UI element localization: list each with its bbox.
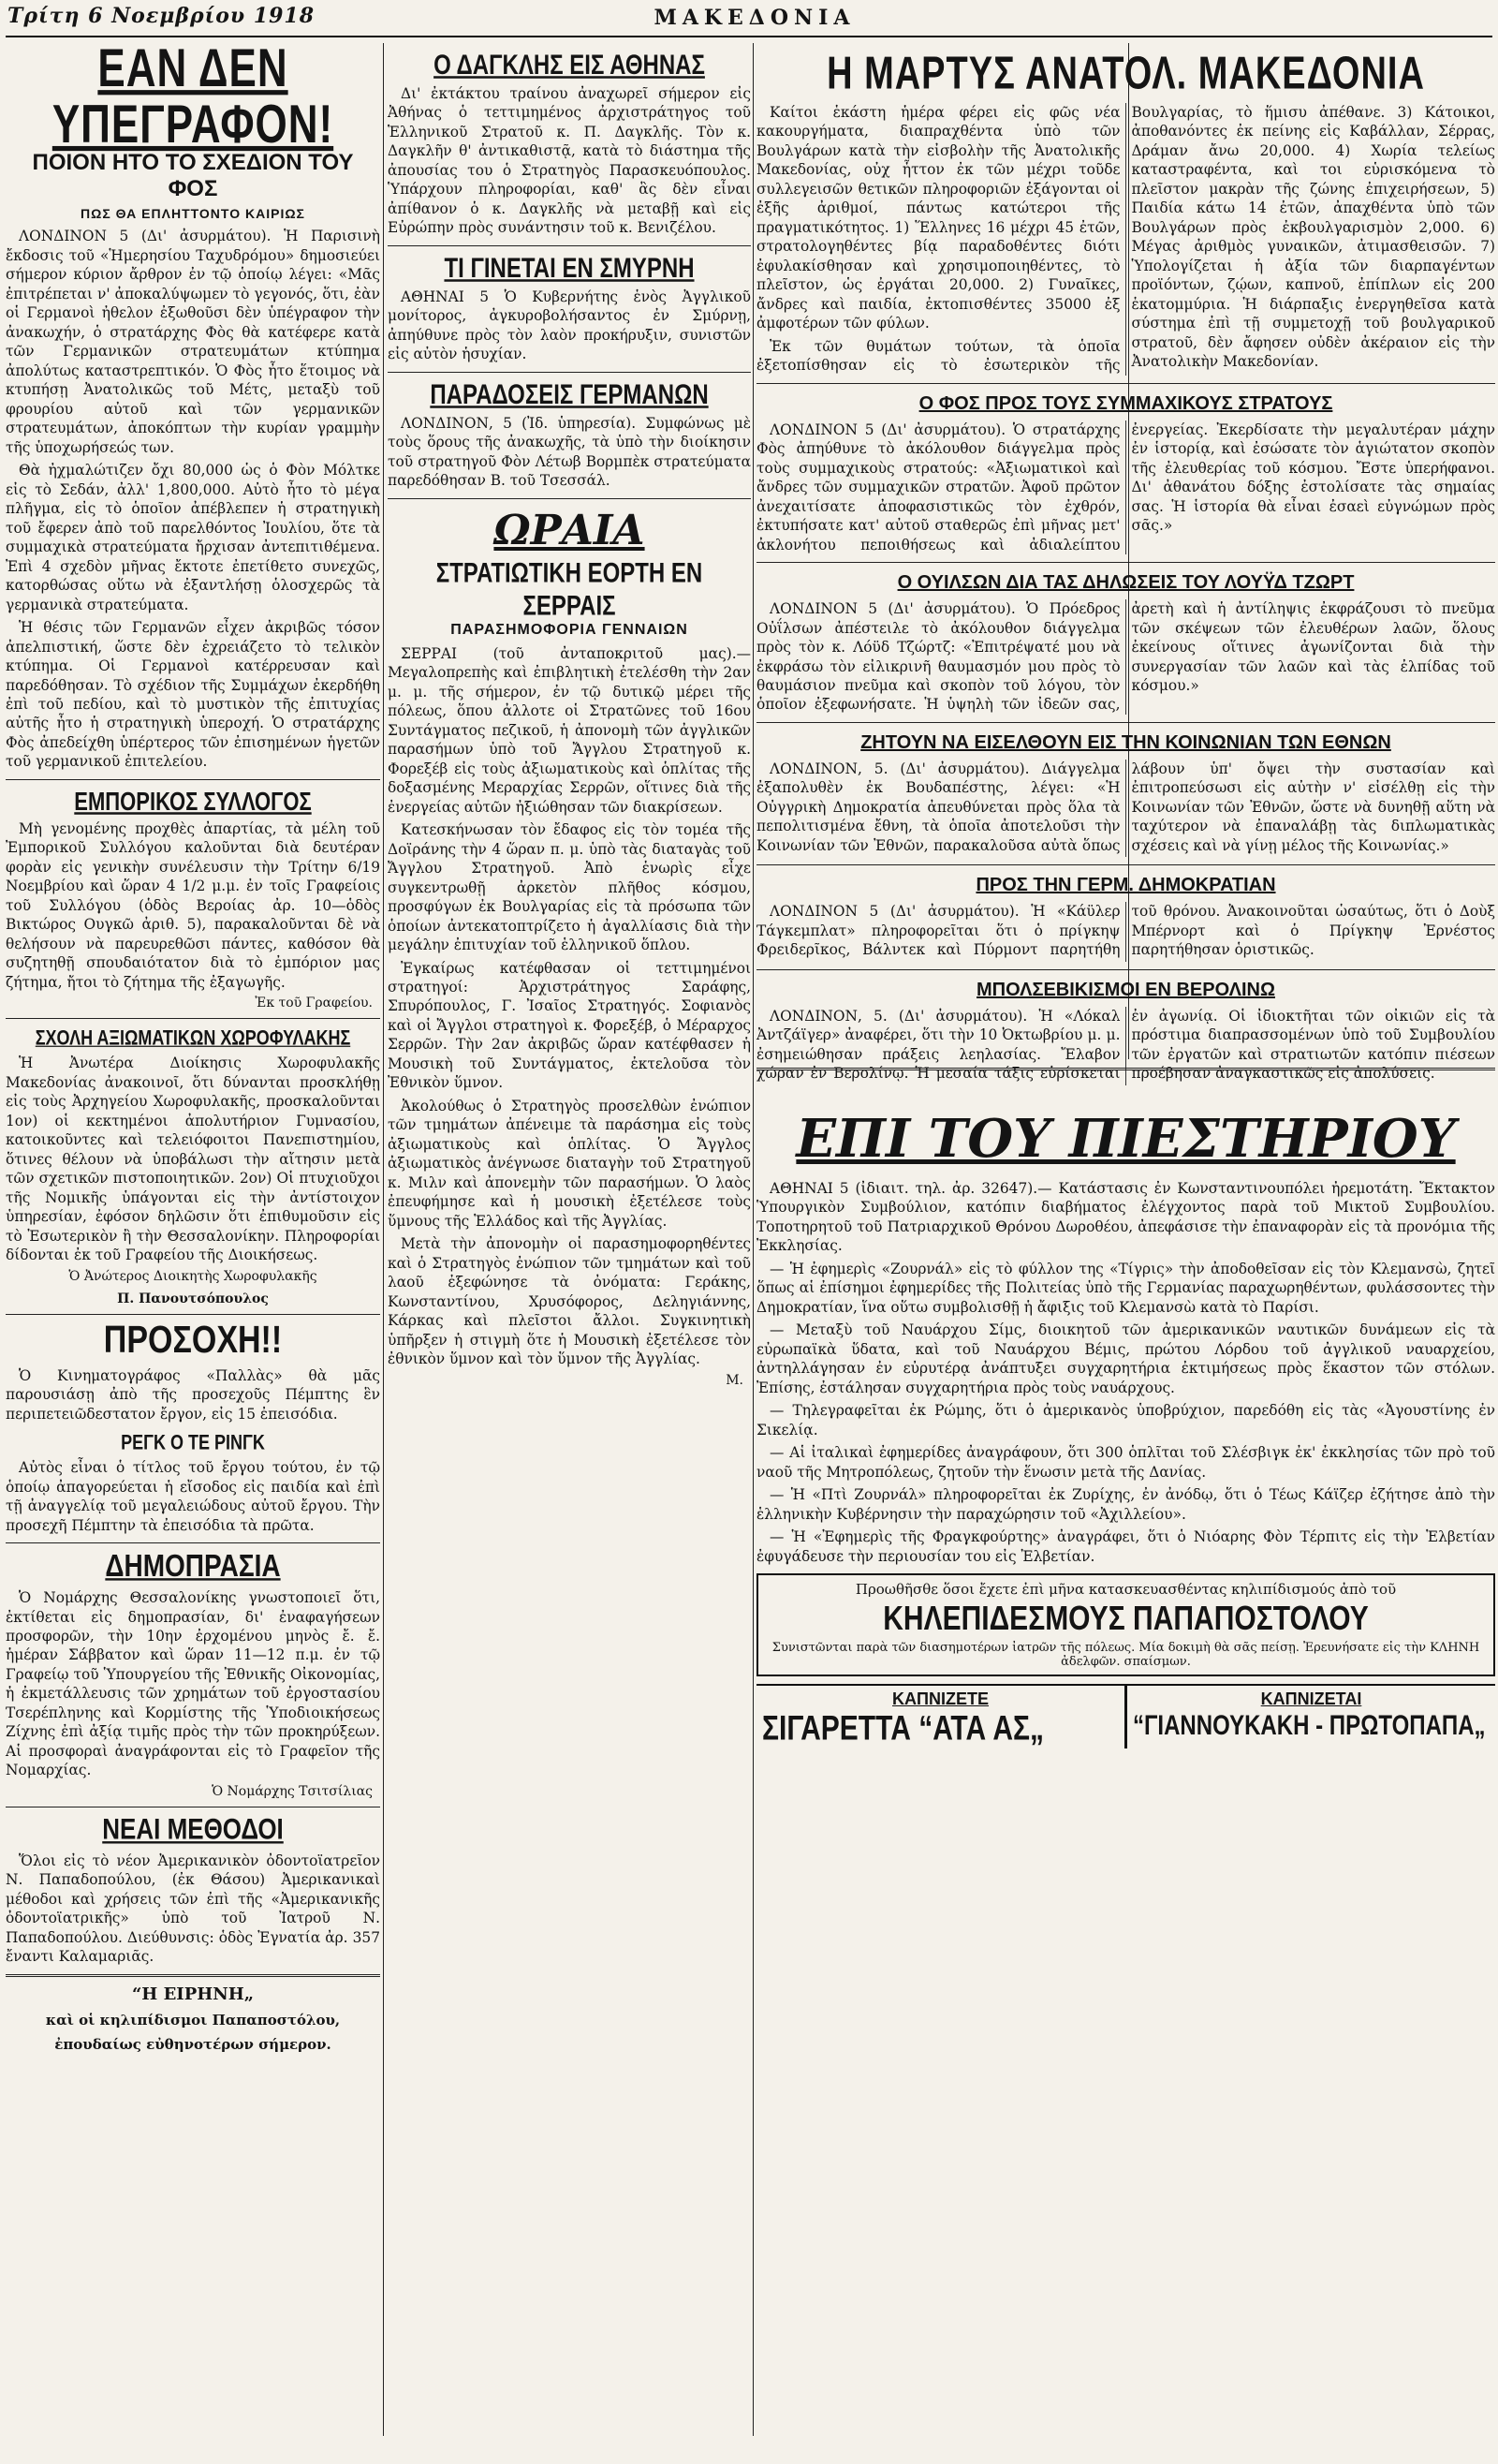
article-paragraph: Κατεσκήνωσαν τὸν ἔδαφος εἰς τὸν τομέα τῆς Δοϊράνης τὴν 4 ὥραν π. μ. ὑπὸ τὰς διαταγὰς τοῦ Ἄγγλου Στρατηγοῦ. Ἀπὸ ἑνωρὶς εἶχε συγκεντρωθῇ ἀρκετὸν πλῆθος κόσμου, προσφύγων ἐκ Βουλγαρίας εἰς τὰ πρόσωπα τῶν ὁποίων ἀντεκατοπτρίζετο ἡ ἀγαλλίασις διὰ τὴν μεγάλην ἐπιτυχίαν τοῦ ἑλληνικοῦ ὅπλου. bbox=[388, 821, 751, 954]
article-paragraph: Ἐγκαίρως κατέφθασαν οἱ τεττιμημένοι στρατηγοί: Ἀρχιστράτηγος Σαράφης, Σπυρόπουλος, Γ. Ἰσαῖος Στρατηγός. Σοφιανὸς καὶ οἱ Ἄγγλοι στρατηγοὶ κ. Φορεξέβ, ὁ Μέραρχος Σερρῶν. Τὴν 2αν ἀκριβῶς ὥραν κατέφθασεν ἡ Μουσικὴ τοῦ Συντάγματος, ἐκτελοῦσα τὸν Ἐθνικὸν ὕμνον. bbox=[388, 959, 751, 1092]
divider bbox=[756, 864, 1495, 865]
divider bbox=[756, 1068, 1495, 1070]
oylson-body bbox=[756, 599, 1495, 715]
article-paragraph: Θὰ ἠχμαλώτιζεν ὄχι 80,000 ὡς ὁ Φὸν Μόλτκε εἰς τὸ Σεδάν, ἀλλ' 1,800,000. Αὐτὸ ἦτο τὸ μέγα πλῆγμα, εἰς τὸ ὁποῖον ἀπέβλεπεν ἡ στρατηγικὴ τοῦ ἔφερεν ἀπὸ τοῦ παρελθόντος Ἰουλίου, ὅτε τὰ συμμαχικὰ στρατεύματα ἤρχισαν ἀντεπιτιθέμενα. Ἐπὶ 4 σχεδὸν μῆνας ἔκτοτε ἐπετίθετο συνεχῶς, κατορθώσας οὕτω νὰ ἐξαντλήσῃ ὁλοσχερῶς τὰ γερμανικὰ στρατεύματα. bbox=[6, 462, 380, 613]
article-paragraph: ΛΟΝΔΙΝΟΝ, 5. (Δι' ἀσυρμάτου). Ἡ «Λόκαλ Ἀντζάϊγερ» ἀναφέρει, ὅτι τὴν 10 Ὀκτωβρίου μ. μ. ἐσημειώθησαν πράξεις λεηλασίας. Ἔλαβον χώραν ἐν Βερολίνῳ. Ἡ μεσαία τάξις εὑρίσκεται ἐν ἀγωνίᾳ. Οἱ ἰδιοκτῆται τῶν οἰκιῶν εἰς τὰ πρόστιμα διαπρασσομένων ὑπὸ τοῦ Συμβουλίου τῶν ἐργατῶν καὶ στρατιωτῶν κατόπιν πιέσεων προέβησαν ἀναγκαστικῶς εἰς ἀπολύσεις. bbox=[756, 1007, 1495, 1083]
methodoi-title: ΝΕΑΙ ΜΕΘΟΔΟΙ bbox=[102, 1811, 284, 1846]
column-1 bbox=[6, 38, 380, 2441]
bolsevik-title: ΜΠΟΛΣΕΒΙΚΙΣΜΟΙ ΕΝ ΒΕΡΟΛΙΝΩ bbox=[977, 979, 1275, 1000]
eirini-ad: “Η ΕΙΡΗΝΗ„ bbox=[131, 1984, 255, 2004]
article-paragraph: Δι' ἐκτάκτου τραίνου ἀναχωρεῖ σήμερον εἰς Ἀθήνας ὁ τεττιμημένος ἀρχιστράτηγος τοῦ Ἑλληνικοῦ Στρατοῦ κ. Π. Δαγκλῆς. Τὸν κ. Δαγκλῆν θ' ἀντικαθιστᾷ, κατὰ τὸ διάστημα τῆς ἀπουσίας του ὁ Στρατηγὸς Παρασκευόπουλος. Ὑπάρχουν πληροφορίαι, καθ' ἃς δὲν εἶναι ἀπίθανον ὁ κ. Δαγκλῆς νὰ μεταβῇ καὶ εἰς Εὐρώπην πρὸς συνάντησιν τοῦ κ. Βενιζέλου. bbox=[388, 85, 751, 237]
martys-body bbox=[756, 103, 1495, 376]
eirini-ad-line: καὶ οἱ κηλιπίδισμοι Παπαποστόλου, bbox=[45, 2011, 341, 2029]
divider bbox=[388, 245, 751, 246]
article-paragraph: ΛΟΝΔΙΝΟΝ, 5. (Δι' ἀσυρμάτου). Διάγγελμα ἐξαπολυθὲν ἐκ Βουδαπέστης, λέγει: «Ἡ Οὐγγρικὴ Δημοκρατία ἀπευθύνεται πρὸς ὅλα τὰ πεπολιτισμένα ἔθνη, τὰ ὁποῖα ἀποτελοῦσι τὴν Κοινωνίαν τῶν Ἐθνῶν, παρακαλοῦσα αὐτὰ ὅπως λάβουν ὑπ' ὄψει τὴν συστασίαν καὶ ἐπιτροπεύσωσι εἰς αὐτὴν ν' εἰσέλθῃ εἰς τὴν Κοινωνίαν τῶν Ἐθνῶν, ὥστε νὰ δυνηθῇ αὕτη νὰ ταχύτερον νὰ ἐπαναλάβῃ τὰς διπλωματικὰς σχέσεις καὶ νὰ γίνῃ μέλος τῆς Κοινωνίας.» bbox=[756, 760, 1495, 854]
article-paragraph: ΛΟΝΔΙΝΟΝ, 5 (Ἰδ. ὑπηρεσία). Συμφώνως μὲ τοὺς ὅρους τῆς ἀνακωχῆς, τὰ ὑπὸ τὴν διοίκησιν τοῦ στρατηγοῦ Φὸν Λέτωβ Βορμπὲκ στρατεύματα παρεδόθησαν Β. τοῦ Τσεσσάλ. bbox=[388, 414, 751, 490]
cig-kicker: ΚΑΠΝΙΖΕΤΑΙ bbox=[1260, 1689, 1362, 1709]
martys-title: Η ΜΑΡΤΥΣ ΑΝΑΤΟΛ. ΜΑΚΕΔΟΝΙΑ bbox=[827, 48, 1425, 100]
article-paragraph: — Ἡ ἐφημερὶς «Ζουρνάλ» εἰς τὸ φύλλον της «Τίγρις» τὴν ἀποδοθεῖσαν εἰς τὸν Κλεμανσὼ, ζητεῖ ὅπως αἱ ἐπίσημοι ἐφημερίδες τῆς Πολιτείας ὑπὸ τῆς Γερμανίας παραχωρηθέντων, φυλάσσοντες τὴν Δημοκρατίαν, ἵνα οὕτω συμβολισθῇ ἡ ἄφιξις τοῦ Κλεμανσὼ κατὰ τὸ Παρίσι. bbox=[756, 1260, 1495, 1316]
zitoun-body bbox=[756, 760, 1495, 857]
zitoun-title: ΖΗΤΟΥΝ ΝΑ ΕΙΣΕΛΘΟΥΝ ΕΙΣ ΤΗΝ ΚΟΙΝΩΝΙΑΝ ΤΩΝ ΕΘΝΩΝ bbox=[860, 731, 1391, 753]
article-paragraph: ΛΟΝΔΙΝΟΝ 5 (Δι' ἀσυρμάτου). Ὁ Πρόεδρος Οὐΐλσων ἀπέστειλε τὸ ἀκόλουθον διάγγελμα πρὸς τὸν κ. Λόϋδ Τζώρτζ: «Ἐπιτρέψατέ μου νὰ ἐκφράσω τὸν εἰλικρινῆ θαυμασμόν μου πρὸς τὸ θαυμάσιον πνεῦμα καὶ σκοπὸν τοῦ λόγου, τὸν ὁποῖον ἐξεφωνήσατε. Ἡ ὑψηλὴ τῶν ἰδεῶν σας, ἀρετὴ καὶ ἡ ἀντίληψις ἐκφράζουσι τὸ πνεῦμα τῶν σκέψεων τῶν ἐλευθέρων λαῶν, ὅλους ἐκείνους οἵτινες ἀγωνίζονται διὰ τὴν συνεργασίαν τῶν λαῶν καὶ τὰς ἐλπίδας τοῦ κόσμου.» bbox=[756, 600, 1495, 714]
germdim-body bbox=[756, 902, 1495, 961]
divider bbox=[756, 722, 1495, 723]
divider bbox=[6, 779, 380, 780]
article-paragraph: Ἐκ τῶν θυμάτων τούτων, τὰ ὁποῖα ἐξετοπίσθησαν εἰς τὸ ἐσωτερικὸν τῆς Βουλγαρίας, τὸ ἥμισυ ἀπέθανε. 3) Κάτοικοι, ἀποθανόντες ἐκ πείνης εἰς Καβάλλαν, Σέρρας, Δράμαν ἄνω 20,000. 4) Χωρία τελείως καταστραφέντα, καὶ τοι εὑρισκόμενα τὸ πλεῖστον μακρὰν τῆς ζώνης ἐπιχειρήσεων, 5) Παιδία κάτω 14 ἐτῶν, ἀπαχθέντα ὑπὸ τῶν Βουλγάρων πρὸς ἐκβουλγαρισμὸν 2,000. 6) Μέγας ἀριθμὸς γυναικῶν, ἀτιμασθεισῶν. 7) Ὑπολογίζεται ἡ ἀξία τῶν διαρπαγέντων προϊόντων, ζῴων, καπνοῦ, ἐπίπλων εἰς 200 ἑκατομμύρια. Ἡ διάρπαξις ἐνεργηθεῖσα κατὰ σύστημα ἐπὶ τῇ συμμετοχῇ τοῦ βουλγαρικοῦ στρατοῦ, δὲν ἄφησεν οὐδὲν ἀκέραιον εἰς τὴν Ἀνατολικὴν Μακεδονίαν. bbox=[756, 103, 1495, 375]
fos-body bbox=[756, 421, 1495, 554]
article-paragraph: Μὴ γενομένης προχθὲς ἀπαρτίας, τὰ μέλη τοῦ Ἐμπορικοῦ Συλλόγου καλοῦνται διὰ δευτέραν φορὰν εἰς γενικὴν συνέλευσιν τὴν Τρίτην 6/19 Νοεμβρίου καὶ ὥραν 4 1/2 μ.μ. ἐν τοῖς Γραφείοις τοῦ Συλλόγου (ὁδὸς Βεροίας ἀρ. 10—ὁδὸς Βικτώρος Ουγκῶ ἀριθ. 5), παρακαλοῦνται δὲ νὰ θελήσουν νὰ παρευρεθῶσι πάντες, καθόσον θὰ συζητηθῇ σπουδαιότατον διὰ τὸ ἐμπόριον μας ζήτημα, ἤτοι τὸ ζήτημα τῆς ἐξαγωγῆς. bbox=[6, 819, 380, 991]
article-paragraph: Ὁ Νομάρχης Θεσσαλονίκης γνωστοποιεῖ ὅτι, ἐκτίθεται εἰς δημοπρασίαν, δι' ἐναφαγήσεων προσφορῶν, τὴν 10ην ἐρχομένου μηνὸς ἔ. ἔ. ἡμέραν Σάββατον καὶ ὥραν 11—12 π.μ. ἐν τῷ Γραφείῳ τοῦ Ὑπουργείου τῆς Ἐθνικῆς Οἰκονομίας, ἡ ἐκμετάλλευσις τῶν χρημάτων τοῦ ἐργοστασίου Τσερέπληνης καὶ Κορμίστης τῆς Ὑποδιοικήσεως Ζίχνης ἐπὶ ἀξίᾳ τιμῆς πρὸς τὴν τῶν προκηρύξεων. Αἱ προσφοραὶ ἀναγράφονται εἰς τὸ Γραφεῖον τῆς Νομαρχίας. bbox=[6, 1589, 380, 1779]
emporikos-title: ΕΜΠΟΡΙΚΟΣ ΣΥΛΛΟΓΟΣ bbox=[74, 786, 312, 816]
divider bbox=[756, 562, 1495, 563]
divider bbox=[6, 1542, 380, 1543]
article-paragraph: — Μεταξὺ τοῦ Ναυάρχου Σίμς, διοικητοῦ τῶν ἀμερικανικῶν ναυτικῶν δυνάμεων εἰς τὰ εὐρωπαϊκὰ ὕδατα, καὶ τοῦ Ναυάρχου Βέμις, πρώτου Λόρδου τοῦ ἀγγλικοῦ ναυαρχείου, ἀντηλλάγησαν ἐν εὐρυτέρᾳ ἀνάπτυξει συγχαρητήρια ἐκτιμήσεως πρὸς ἕκαστον τῶν στόλων. Ἐπίσης, ἐστάλησαν συγχαρητήρια πρὸς τοὺς ναυάρχους. bbox=[756, 1321, 1495, 1396]
signature-name: Π. Πανουτσόπουλος bbox=[117, 1291, 269, 1306]
xoroforia-title: ΣΧΟΛΗ ΑΞΙΩΜΑΤΙΚΩΝ ΧΩΡΟΦΥΛΑΚΗΣ bbox=[35, 1025, 351, 1050]
divider bbox=[756, 383, 1495, 384]
article-paragraph: — Ἡ «Πτὶ Ζουρνάλ» πληροφορεῖται ἐκ Ζυρίχης, ἐν ἀνόδῳ, ὅτι ὁ Τέως Κάϊζερ ἐζήτησε ἀπὸ τὴν ἑλληνικὴν Κυβέρνησιν τὴν παραχώρησιν τοῦ «Ἀχιλλείου». bbox=[756, 1486, 1495, 1523]
headline-main: ΕΑΝ ΔΕΝ ΥΠΕΓΡΑΦΟΝ! bbox=[51, 38, 334, 155]
article-paragraph: Ἀκολούθως ὁ Στρατηγὸς προσελθὼν ἐνώπιον τῶν τμημάτων ἀπένειμε τὰ παράσημα εἰς τοὺς ἀξιωματικοὺς καὶ ὁπλίτας. Ὁ Ἄγγλος ἀξιωματικὸς ἀνέγνωσε διαταγὴν τοῦ Στρατηγοῦ κ. Μιλν καὶ ἀπονεμὴν τῶν παρασήμων. Ὁ λαὸς ἐπευφήμησε καὶ ἡ μουσικὴ ἐξετέλεσε τοὺς ὕμνους τῆς Ἑλλάδος καὶ τῆς Ἀγγλίας. bbox=[388, 1097, 751, 1230]
paradoseis-title: ΠΑΡΑΔΟΣΕΙΣ ΓΕΡΜΑΝΩΝ bbox=[430, 378, 709, 411]
cig-kicker: ΚΑΠΝΙΖΕΤΕ bbox=[892, 1689, 989, 1709]
dimoprasia-title: ΔΗΜΟΠΡΑΣΙΑ bbox=[105, 1547, 281, 1584]
article-paragraph: ΑΘΗΝΑΙ 5 Ὁ Κυβερνήτης ἑνὸς Ἀγγλικοῦ μονίτορος, ἀγκυροβολήσαντος ἐν Σμύρνῃ, ἀπηύθυνε πρὸς τὸν λαὸν προκήρυξιν, συνιστῶν εἰς αὐτὸν ἡσυχίαν. bbox=[388, 288, 751, 363]
article-paragraph: Ὁ Κινηματογράφος «Παλλὰς» θὰ μᾶς παρουσιάσῃ ἀπὸ τῆς προσεχοῦς Πέμπτης ἓν περιπετειῶδεστατον ἔργον, εἰς 15 ἐπεισόδια. bbox=[6, 1366, 380, 1423]
right-upper-section bbox=[756, 43, 1495, 1083]
column-rule bbox=[753, 43, 754, 2436]
issue-date: Τρίτη 6 Νοεμβρίου 1918 bbox=[7, 4, 316, 28]
eirini-ad-line: ἐπουδαίως εὐθηνοτέρων σήμερον. bbox=[54, 2035, 331, 2053]
smyrni-title: ΤΙ ΓΙΝΕΤΑΙ ΕΝ ΣΜΥΡΝΗ bbox=[444, 252, 695, 285]
divider bbox=[756, 969, 1495, 970]
page-header bbox=[6, 2, 1492, 37]
article-paragraph: Ἡ θέσις τῶν Γερμανῶν εἶχεν ἀκριβῶς τόσον ἀπελπιστική, ὥστε δὲν ἐχρειάζετο τὸ τελικὸν κτύπημα. Οἱ Γερμανοὶ κατέρρευσαν καὶ παρεδόθησαν. Τὸ σχέδιον τῆς Συμμάχων ἐκερδήθη ἐπὶ τοῦ πεδίου, καὶ τὸ μυστικὸν τῆς ἐπιτυχίας αὐτῆς ἦτο ἡ στρατηγικὴ ὑπεροχή. Ὁ στρατάρχης Φὸς ἀπεδείχθη ὑπέρτερος τῶν ἐπισημένων ἡγετῶν τοῦ γερμανικοῦ ἐπιτελείου. bbox=[6, 619, 380, 771]
divider bbox=[6, 1018, 380, 1019]
signature-role: Ὁ Ἀνώτερος Διοικητὴς Χωροφυλακῆς bbox=[68, 1268, 317, 1284]
signature: Ὁ Νομάρχης Τσιτσίλιας bbox=[212, 1783, 373, 1799]
ad-intro: Προωθῆσθε ὅσοι ἔχετε ἐπὶ μῆνα κατασκευασθέντας κηλιπίδισμούς ἀπὸ τοῦ bbox=[855, 1581, 1397, 1599]
headline-sub: ΠΟΙΟΝ ΗΤΟ ΤΟ ΣΧΕΔΙΟΝ ΤΟΥ ΦΟΣ bbox=[32, 150, 354, 202]
cig-brand: “ΓΙΑΝΝΟΥΚΑΚΗ - ΠΡΩΤΟΠΑΠΑ„ bbox=[1133, 1709, 1486, 1742]
cigarette-ad-giannoukaki bbox=[1124, 1686, 1495, 1748]
article-paragraph: ΣΕΡΡΑΙ (τοῦ ἀνταποκριτοῦ μας).— Μεγαλοπρεπὴς καὶ ἐπιβλητικὴ ἐτελέσθη τὴν 2αν μ. μ. τῆς σήμερον, ἐν τῷ δυτικῷ μέρει τῆς πόλεως, ὅπου ἀλλοτε οἱ Στρατῶνες τοῦ 16ου Συντάγματος πεζικοῦ, ἡ ἀπονομὴ τῶν ἀγγλικῶν παρασήμων ὑπὸ τοῦ Ἄγγλου Στρατηγοῦ κ. Φορεξέβ εἰς τοὺς ἀξιωματικοὺς καὶ ὁπλίτας τῆς δοξασμένης Μεραρχίας Σερρῶν, οἵτινες διὰ τῆς ἐνεργείας αὐτῶν ἠξιώθησαν τῶν διακρίσεων. bbox=[388, 644, 751, 816]
article-paragraph: — Αἱ ἰταλικαὶ ἐφημερίδες ἀναγράφουν, ὅτι 300 ὁπλῖται τοῦ Σλέσβιγκ ἐκ' ἐκκλησίας τῶν πρὸ τοῦ ναοῦ τῆς Μητροπόλεως, ζητοῦν τὴν ἕνωσιν μετὰ τῆς Δανίας. bbox=[756, 1444, 1495, 1481]
article-paragraph: ΛΟΝΔΙΝΟΝ 5 (Δι' ἀσυρμάτου). Ἡ Παρισινὴ ἔκδοσις τοῦ «Ἡμερησίου Ταχυδρόμου» δημοσιεύει σήμερον κύριον ἄρθρον ἐν τῷ ὁποίῳ λέγει: «Μᾶς ἐπιτρέπεται ν' ἀποκαλύψωμεν τὸ γεγονός, ὅτι, ἐὰν οἱ Γερμανοὶ ἠθελον ἐξωθοῦσι δὲν ὑπέγραφον τὴν ἀνακωχήν, ὁ στρατάρχης Φὸς θὰ κατέφερε κατὰ τῶν Γερμανικῶν στρατευμάτων κτύπημα ἀπολύτως καταστρεπτικόν. Ὁ Φὸς ἦτο ἕτοιμος νὰ κτυπήσῃ Ἀνατολικῶς τοῦ Μέτς, μεταξὺ τοῦ φρουρίου αὐτοῦ καὶ τῶν γερμανικῶν στρατευμάτων, ἀποκόπτων τὴν κυρίαν γραμμὴν τῆς ὑποχωρήσεώς των. bbox=[6, 228, 380, 456]
film-title: ΡΕΓΚ Ο ΤΕ ΡΙΝΓΚ bbox=[121, 1430, 265, 1454]
article-paragraph: Ἡ Ἀνωτέρα Διοίκησις Χωροφυλακῆς Μακεδονίας ἀνακοινοῖ, ὅτι δύνανται προσκλήθῃ εἰς τοὺς Ἀρχηγείου Χωροφυλακῆς, προσκαλοῦνται 1ον) οἱ κεκτημένοι ἀπολυτήριον Γυμνασίου, κατοικοῦντες καὶ τελειόφοιτοι Πανεπιστημίου, ὅτινες θέλουν νὰ ὑποβάλωσι τὴν αἴτησιν μετὰ τῶν σχετικῶν πιστοποιητικῶν. 2ον) Οἱ πτυχιοῦχοι τῆς Νομικῆς ὑπάγονται εἰς τὴν ἀντίστοιχον ὑπηρεσίαν, ἐφόσον δηλῶσιν ὅτι ἐπιθυμοῦσιν εἰς τὸ Ἐσωτερικὸν ἢ τὴν Θεσσαλονίκην. Πληροφορίαι δίδονται ἐκ τοῦ Γραφείου τῆς Διοικήσεως. bbox=[6, 1055, 380, 1264]
orea-title: ΩΡΑΙΑ bbox=[493, 506, 645, 554]
column-2 bbox=[388, 43, 751, 2441]
ad-subtext: Συνιστῶνται παρὰ τῶν διασημοτέρων ἰατρῶν τῆς πόλεως. Μία δοκιμὴ θὰ σᾶς πείσῃ. Ἐρευνήσατε εἰς τὴν ΚΛΗΝΗ ἀδελφῶν. σπαίσμων. bbox=[771, 1641, 1480, 1670]
article-paragraph: Καίτοι ἑκάστη ἡμέρα φέρει εἰς φῶς νέα κακουργήματα, διαπραχθέντα ὑπὸ τῶν Βουλγάρων κατὰ τὴν εἰσβολὴν τῆς Ἀνατολικῆς Μακεδονίας, οὐχ ἧττον ἐκ τῶν μέχρι τοῦδε συλλεγεισῶν θετικῶν πληροφοριῶν ἐξάγονται οἱ ἐξῆς ἀριθμοί, πάντως κατώτεροι τῆς πραγματικότητος. 1) Ἕλληνες 16 μέχρι 45 ἐτῶν, στρατολογηθέντες βίᾳ παραδοθέντες διότι ἐφυλακίσθησαν καὶ χρησιμοποιηθέντες, τὸ πλεῖστον, ὡς ἐργάται 20,000. 2) Γυναῖκες, ἄνδρες καὶ παιδία, ἐκτοπισθέντες 35000 ἐξ ἀμφοτέρων τῶν φύλων. bbox=[756, 103, 1121, 332]
column-rule bbox=[383, 43, 384, 2436]
oylson-title: Ο ΟΥΙΛΣΩΝ ΔΙΑ ΤΑΣ ΔΗΛΩΣΕΙΣ ΤΟΥ ΛΟΥΫΔ ΤΖΩΡΤ bbox=[897, 572, 1355, 594]
article-paragraph: — Ἡ «Ἐφημερὶς τῆς Φραγκφούρτης» ἀναγράφει, ὅτι ὁ Νιόαρης Φὸν Τέρπιτς εἰς τὴν Ἑλβετίαν ἐφυγάδευσε τὴν περιουσίαν του εἰς Ἐλβετίαν. bbox=[756, 1528, 1495, 1565]
ad-name: ΚΗΛΕΠΙΔΕΣΜΟΥΣ ΠΑΠΑΠΟΣΤΟΛΟΥ bbox=[883, 1600, 1369, 1638]
cigarette-ads bbox=[756, 1684, 1495, 1748]
prosoxi-title: ΠΡΟΣΟΧΗ!! bbox=[103, 1318, 283, 1362]
divider bbox=[388, 372, 751, 373]
article-paragraph: — Τηλεγραφεῖται ἐκ Ρώμης, ὅτι ὁ ἀμερικανὸς ὑποβρύχιον, παρεδόθη εἰς τὰς «Ἀγουστίνης ἐν Σικελίᾳ. bbox=[756, 1402, 1495, 1439]
germdim-title: ΠΡΟΣ ΤΗΝ ΓΕΡΜ. ΔΗΜΟΚΡΑΤΙΑΝ bbox=[976, 875, 1276, 896]
divider bbox=[388, 498, 751, 499]
right-lower-section bbox=[756, 1060, 1495, 2446]
cig-brand: ΣΙΓΑΡΕΤΤΑ “ΑΤΑ ΑΣ„ bbox=[762, 1708, 1045, 1748]
signature: Ἐκ τοῦ Γραφείου. bbox=[255, 996, 373, 1011]
divider bbox=[6, 1314, 380, 1315]
piestirio-title: ΕΠΙ ΤΟΥ ΠΙΕΣΤΗΡΙΟΥ bbox=[796, 1108, 1456, 1170]
article-paragraph: Ὅλοι εἰς τὸ νέον Ἀμερικανικὸν ὀδοντοϊατρεῖον Ν. Παπαδοπούλου, (ἐκ Θάσου) Ἀμερικανικαὶ μέθοδοι καὶ χρήσεις τῶν ἐπὶ τῆς «Ἀμερικανικῆς ὀδοντοϊατρικῆς» ὑπὸ τοῦ Ἰατροῦ Ν. Παπαδοπούλου. Διεύθυνσις: ὁδὸς Ἐγνατία ἀρ. 357 ἔναντι Καλαμαριᾶς. bbox=[6, 1852, 380, 1966]
cigarette-ad-ata bbox=[756, 1686, 1124, 1748]
article-paragraph: ΛΟΝΔΙΝΟΝ 5 (Δι' ἀσυρμάτου). Ἡ «Κάϋλερ Τάγκεμπλατ» πληροφορεῖται ὅτι ὁ πρίγκηψ Φρειδερῖκος, Βάλντεκ καὶ Πύρμοντ παρητήθη τοῦ θρόνου. Ἀνακοινοῦται ὡσαύτως, ὅτι ὁ Δοὺξ Μπέρνορτ καὶ ὁ Πρίγκηψ Ἐρνέστος παρητήθησαν ὁριστικῶς. bbox=[756, 903, 1495, 959]
article-paragraph: Μετὰ τὴν ἀπονομὴν οἱ παρασημοφορηθέντες καὶ ὁ Στρατηγὸς ἐνώπιον τῶν τμημάτων καὶ τοῦ λαοῦ ἐξεφώνησε τὰ ὀνόματα: Γεράκης, Κωνσταντίνου, Χρυσόφορος, Δεληγιάννης, Κάρκας καὶ πλεῖστοι ἄλλοι. Συγκινητικὴ ὑπῆρξεν ἡ στιγμὴ ὅτε ἡ Μουσικὴ ἐξετέλεσε τὸν ἐθνικὸν ὕμνον καὶ τὸν ὕμνον τῆς Ἀγγλίας. bbox=[388, 1235, 751, 1368]
kilepides-ad bbox=[756, 1573, 1495, 1676]
headline-kicker: ΠΩΣ ΘΑ ΕΠΛΗΤΤΟΝΤΟ ΚΑΙΡΙΩΣ bbox=[81, 206, 305, 222]
masthead: ΜΑΚΕΔΟΝΙΑ bbox=[654, 6, 856, 30]
orea-kicker: ΠΑΡΑΣΗΜΟΦΟΡΙΑ ΓΕΝΝΑΙΩΝ bbox=[450, 621, 688, 638]
article-paragraph: Αὐτὸς εἶναι ὁ τίτλος τοῦ ἔργου τούτου, ἐν τῷ ὁποίῳ ἀπαγορεύεται ἡ εἴσοδος εἰς παιδία καὶ ἐπὶ τῇ ἀναγγελίᾳ τοῦ μεγαλειώδους αὐτοῦ ἔργου. Τὴν προσεχῆ Πέμπτην τὰ ἐπεισόδια τὰ πρῶτα. bbox=[6, 1459, 380, 1534]
dagklis-title: Ο ΔΑΓΚΛΗΣ ΕΙΣ ΑΘΗΝΑΣ bbox=[433, 49, 705, 81]
orea-subtitle: ΣΤΡΑΤΙΩΤΙΚΗ ΕΟΡΤΗ ΕΝ ΣΕΡΡΑΙΣ bbox=[435, 556, 703, 622]
divider bbox=[6, 1974, 380, 1977]
article-paragraph: ΛΟΝΔΙΝΟΝ 5 (Δι' ἀσυρμάτου). Ὁ στρατάρχης Φὸς ἀπηύθυνε τὸ ἀκόλουθον διάγγελμα πρὸς τοὺς συμμαχικοὺς στρατούς: «Ἀξιωματικοὶ καὶ ἄνδρες τῶν συμμαχικῶν στρατῶν. Ἀφοῦ πρῶτον ἀνεχαιτίσατε ἀποφασιστικῶς τὸν ἐχθρόν, ἐκτυπήσατε κατ' αὐτοῦ σταθερῶς ἐπὶ μῆνας μετ' ἀκλονήτου πεποιθήσεως καὶ ἀδιαλείπτου ἐνεργείας. Ἐκερδίσατε τὴν μεγαλυτέραν μάχην ἐν ἱστορίᾳ, καὶ ἐσώσατε τὸν ἁγιώτατον σκοπὸν τῆς ἐλευθερίας τοῦ κόσμου. Ἔστε ὑπερήφανοι. Δι' ἀθανάτου δόξης ἐστολίσατε τὰς σημαίας σας. Ἡ ἱστορία θὰ εἶναι ἐσαεὶ εὐγνώμων πρὸς σᾶς.» bbox=[756, 421, 1495, 553]
article-paragraph: ΑΘΗΝΑΙ 5 (ἰδιαιτ. τηλ. ἀρ. 32647).— Κατάστασις ἐν Κωνσταντινουπόλει ἠρεμοτάτη. Ἔκτακτον Ὑπουργικὸν Συμβούλιον, κατόπιν διαβήματος ἐλέγχοντος παρὰ τοῦ Μικτοῦ Συμβουλίου. Τοποτηρητοῦ τοῦ Πατριαρχικοῦ Θρόνου Δωροθέου, ἀπεφάσισε τὴν ἐπαναφορὰν εἰς τὰ προνόμια τῆς Ἐκκλησίας. bbox=[756, 1180, 1495, 1255]
signature: Μ. bbox=[726, 1372, 743, 1388]
fos-title: Ο ΦΟΣ ΠΡΟΣ ΤΟΥΣ ΣΥΜΜΑΧΙΚΟΥΣ ΣΤΡΑΤΟΥΣ bbox=[918, 392, 1333, 414]
